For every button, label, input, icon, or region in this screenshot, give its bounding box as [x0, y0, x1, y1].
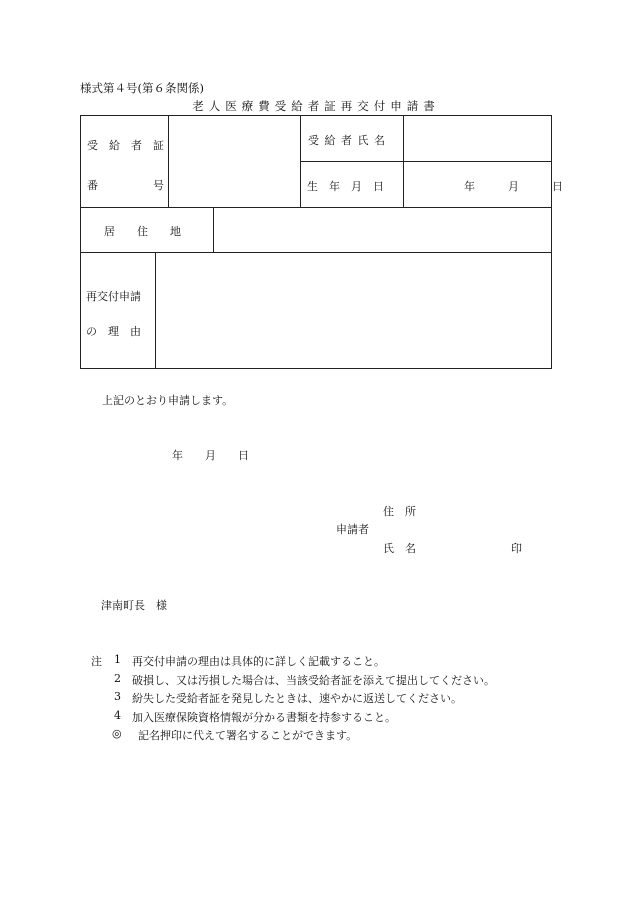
note-number: 4	[114, 709, 121, 722]
cert-number-label-2: 番 号	[87, 179, 164, 192]
note-number: 1	[114, 653, 121, 666]
reason-label-2: の 理 由	[86, 325, 141, 338]
applicant-label: 申請者	[336, 523, 369, 536]
cert-number-label: 受 給 者 証	[87, 139, 164, 152]
application-date[interactable]: 年 月 日	[172, 449, 249, 462]
cert-number-field[interactable]	[169, 116, 299, 206]
note-text: 加入医療保険資格情報が分かる書類を持参すること。	[132, 711, 396, 724]
reason-field[interactable]	[156, 253, 551, 368]
note-number: 3	[114, 690, 121, 703]
table-divider	[300, 115, 301, 207]
name-label: 氏 名	[383, 542, 416, 555]
page-title: 老人医療費受給者証再交付申請書	[192, 99, 440, 113]
residence-field[interactable]	[214, 208, 551, 251]
notes-prefix: 注	[91, 655, 102, 668]
addressee: 津南町長 様	[101, 599, 167, 612]
note-number: 2	[114, 672, 121, 685]
note-number: ◎	[112, 727, 122, 740]
form-number: 様式第４号(第６条関係)	[80, 81, 204, 95]
birthdate-label: 生 年 月 日	[307, 180, 384, 193]
recipient-name-label: 受 給 者 氏 名	[308, 134, 386, 147]
note-text: 再交付申請の理由は具体的に詳しく記載すること。	[132, 655, 385, 668]
table-divider	[300, 161, 552, 162]
note-text: 記名押印に代えて署名することができます。	[138, 729, 358, 742]
birthdate-value[interactable]: 年 月 日	[464, 180, 563, 193]
residence-label: 居 住 地	[104, 225, 181, 238]
note-text: 破損し、又は汚損した場合は、当該受給者証を添えて提出してください。	[132, 674, 495, 687]
declaration-text: 上記のとおり申請します。	[102, 394, 234, 407]
seal-mark: 印	[511, 542, 522, 555]
note-text: 紛失した受給者証を発見したときは、速やかに返送してください。	[132, 692, 462, 705]
address-label: 住 所	[383, 505, 416, 518]
reason-label: 再交付申請	[86, 290, 141, 303]
recipient-name-field[interactable]	[404, 116, 551, 160]
